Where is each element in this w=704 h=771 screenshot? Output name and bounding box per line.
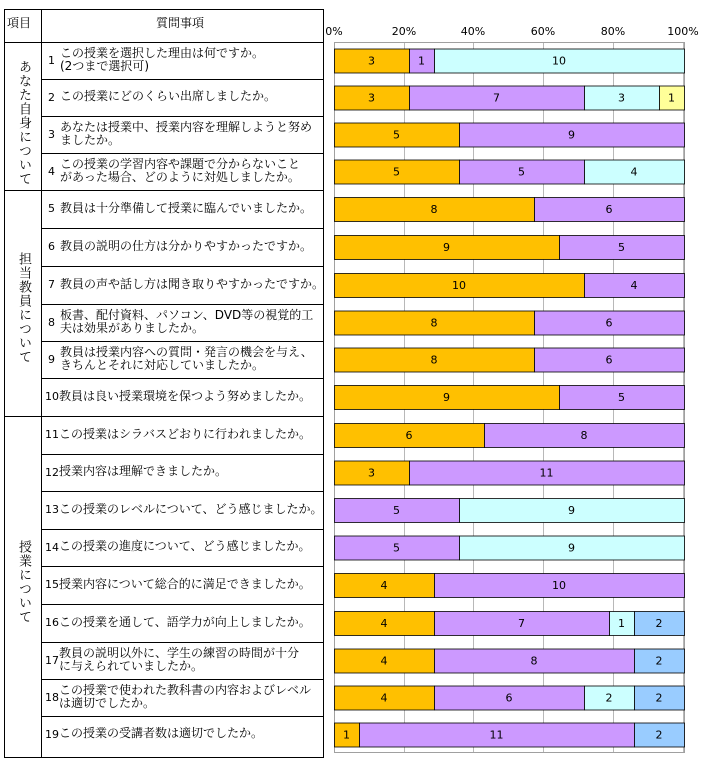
x-tick-label: 40% [460,25,486,38]
bar-value-label: 4 [380,654,388,668]
bar-value-label: 2 [655,654,663,668]
bar-value-label: 11 [539,466,554,480]
bar-value-label: 4 [380,691,388,705]
bar-value-label: 4 [380,617,388,630]
bar-value-label: 5 [393,504,400,517]
bar-value-label: 3 [368,54,375,68]
category-label-self: あなた自身について [16,60,31,186]
bar-value-label: 6 [505,691,513,705]
bar-value-label: 2 [655,728,663,742]
question-text: 授業内容について総合的に満足できましたか。 [59,576,311,591]
x-tick-label: 100% [667,25,699,38]
question-text: 教員は授業内容への質問・発言の機会を与え、 きちんとそれに対応していましたか。 [60,344,313,372]
question-number: 19 [45,727,59,741]
question-text: この授業にどのくらい出席しましたか。 [60,89,277,103]
question-text: この授業はシラバスどおりに行われましたか。 [59,426,312,441]
question-text: この授業のレベルについて、どう感じましたか。 [59,501,323,516]
question-number: 6 [48,240,55,253]
question-text: 教員は良い授業環境を保つよう努めましたか。 [59,388,312,403]
bar-value-label: 6 [605,203,613,216]
bar-value-label: 3 [618,91,625,105]
question-text: この授業を選択した理由は何ですか。 (2つまで選択可) [60,45,265,73]
bar-value-label: 1 [343,728,350,742]
bar-value-label: 6 [605,353,613,367]
bar-value-label: 6 [605,316,613,330]
bar-value-label: 7 [493,91,500,105]
question-number: 7 [48,278,55,291]
bar-value-label: 1 [618,617,625,630]
bar-value-label: 8 [530,654,538,668]
question-number: 14 [45,540,59,554]
bar-value-label: 2 [605,691,613,705]
bar-value-label: 3 [368,91,375,105]
x-tick-label: 20% [391,25,417,38]
question-text: この授業の学習内容や課題で分からないこと があった場合、どのように対処しましたか。 [60,156,301,184]
question-text: この授業の進度について、どう感じましたか。 [59,539,311,553]
bar-value-label: 11 [489,728,504,742]
bar-value-label: 5 [618,241,625,254]
bar-value-label: 4 [630,279,638,292]
question-text: 板書、配付資料、パソコン、DVD等の視覚的工 夫は効果がありましたか。 [60,307,314,335]
question-number: 16 [45,616,59,629]
question-text: この授業の受講者数は適切でしたか。 [59,726,264,740]
bar-value-label: 2 [655,691,663,705]
question-number: 18 [45,690,59,704]
bar-value-label: 8 [430,353,438,367]
question-number: 2 [48,90,55,104]
bar-value-label: 4 [380,579,388,592]
bar-value-label: 7 [518,617,525,630]
question-text: 教員の声や話し方は聞き取りやすかったですか。 [60,276,325,291]
question-number: 15 [45,578,59,591]
question-number: 3 [48,127,55,141]
x-tick-label: 0% [325,25,343,38]
question-number: 9 [48,352,55,366]
question-text: 授業内容は理解できましたか。 [59,464,228,478]
bar-value-label: 10 [452,279,466,292]
question-number: 1 [48,53,55,67]
x-tick-label: 80% [600,25,626,38]
bar-value-label: 3 [368,466,375,480]
question-text: 教員の説明以外に、学生の練習の時間が十分 に与えられていましたか。 [59,645,300,673]
bar-value-label: 1 [418,54,425,68]
category-label-teacher: 担当教員について [16,252,31,364]
bar-value-label: 8 [430,203,438,216]
header-question: 質問事項 [156,16,205,30]
question-text: あなたは授業中、授業内容を理解しようと努め ましたか。 [60,119,313,147]
bar-value-label: 9 [568,541,575,555]
category-label-class: 授業について [16,540,31,624]
question-number: 12 [45,465,59,479]
question-number: 8 [48,315,55,329]
bar-value-label: 1 [668,91,675,105]
bar-value-label: 2 [655,617,663,630]
bar-value-label: 5 [393,541,400,555]
x-tick-label: 60% [530,25,556,38]
question-number: 4 [48,164,55,178]
bar-value-label: 5 [393,128,400,142]
bar-value-label: 9 [568,128,575,142]
question-number: 10 [45,390,59,403]
question-number: 13 [45,503,59,516]
question-text: 教員の説明の仕方は分かりやすかったですか。 [60,238,313,253]
header-category: 項目 [7,16,32,30]
bar-value-label: 9 [443,391,450,404]
question-number: 5 [48,202,55,215]
bar-value-label: 5 [618,391,625,404]
question-number: 11 [45,428,59,441]
question-text: この授業で使われた教科書の内容およびレベル は適切でしたか。 [59,682,312,710]
bar-value-label: 6 [405,429,413,442]
bar-value-label: 9 [443,241,450,254]
bar-value-label: 4 [630,165,638,179]
question-text: この授業を通して、語学力が向上しましたか。 [59,614,311,629]
bar-value-label: 5 [393,165,400,179]
bar-value-label: 8 [580,429,588,442]
bar-value-label: 8 [430,316,438,330]
bar-value-label: 9 [568,504,575,517]
bar-value-label: 5 [518,165,525,179]
bar-value-label: 10 [552,579,566,592]
question-number: 17 [45,653,59,667]
question-text: 教員は十分準備して授業に臨んでいましたか。 [60,200,313,215]
bar-value-label: 10 [552,54,566,68]
